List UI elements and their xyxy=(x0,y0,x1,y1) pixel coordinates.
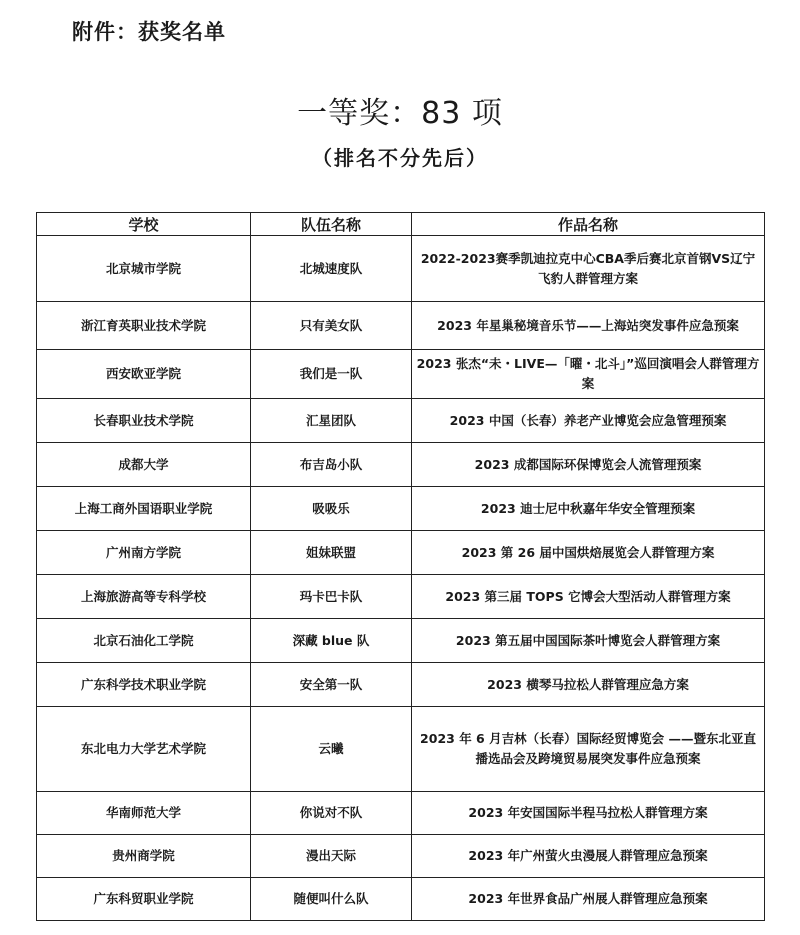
school-cell: 北京石油化工学院 xyxy=(37,619,251,663)
table-row xyxy=(37,575,765,619)
team-cell: 云曦 xyxy=(251,707,412,792)
column-header-team: 队伍名称 xyxy=(251,213,412,236)
school-cell: 成都大学 xyxy=(37,443,251,487)
award-title xyxy=(0,88,800,132)
table-header-row xyxy=(37,213,765,236)
school-cell: 上海旅游高等专科学校 xyxy=(37,575,251,619)
school-cell: 浙江育英职业技术学院 xyxy=(37,302,251,350)
team-cell: 你说对不队 xyxy=(251,792,412,835)
team-cell: 我们是一队 xyxy=(251,350,412,399)
work-cell: 2023 年世界食品广州展人群管理应急预案 xyxy=(412,878,765,921)
work-cell: 2023 中国（长春）养老产业博览会应急管理预案 xyxy=(412,399,765,443)
award-count: 83 xyxy=(421,96,462,131)
column-header-school: 学校 xyxy=(37,213,251,236)
team-cell: 姐妹联盟 xyxy=(251,531,412,575)
school-cell: 长春职业技术学院 xyxy=(37,399,251,443)
work-cell: 2023 第三届 TOPS 它博会大型活动人群管理方案 xyxy=(412,575,765,619)
work-cell: 2022-2023赛季凯迪拉克中心CBA季后赛北京首钢VS辽宁飞豹人群管理方案 xyxy=(412,236,765,302)
column-header-work: 作品名称 xyxy=(412,213,765,236)
table-row xyxy=(37,792,765,835)
work-cell: 2023 年星巢秘境音乐节——上海站突发事件应急预案 xyxy=(412,302,765,350)
work-cell: 2023 张杰“未・LIVE—「曜・北斗」”巡回演唱会人群管理方案 xyxy=(412,350,765,399)
table-row xyxy=(37,443,765,487)
school-cell: 贵州商学院 xyxy=(37,835,251,878)
school-cell: 西安欧亚学院 xyxy=(37,350,251,399)
attachment-label: 附件：获奖名单 xyxy=(72,20,226,44)
school-cell: 北京城市学院 xyxy=(37,236,251,302)
award-note: （排名不分先后） xyxy=(312,146,488,170)
table-row xyxy=(37,619,765,663)
table-row xyxy=(37,835,765,878)
award-table xyxy=(36,212,765,921)
school-cell: 华南师范大学 xyxy=(37,792,251,835)
team-cell: 随便叫什么队 xyxy=(251,878,412,921)
team-cell: 只有美女队 xyxy=(251,302,412,350)
work-cell: 2023 年广州萤火虫漫展人群管理应急预案 xyxy=(412,835,765,878)
table-row xyxy=(37,487,765,531)
work-cell: 2023 第 26 届中国烘焙展览会人群管理方案 xyxy=(412,531,765,575)
award-title-suffix: 项 xyxy=(461,96,503,131)
school-cell: 广东科贸职业学院 xyxy=(37,878,251,921)
school-cell: 广州南方学院 xyxy=(37,531,251,575)
team-cell: 汇星团队 xyxy=(251,399,412,443)
work-cell: 2023 横琴马拉松人群管理应急方案 xyxy=(412,663,765,707)
team-cell: 吸吸乐 xyxy=(251,487,412,531)
team-cell: 北城速度队 xyxy=(251,236,412,302)
team-cell: 安全第一队 xyxy=(251,663,412,707)
work-cell: 2023 年安国国际半程马拉松人群管理方案 xyxy=(412,792,765,835)
work-cell: 2023 年 6 月吉林（长春）国际经贸博览会 ——暨东北亚直播选品会及跨境贸易展突发事件应急预案 xyxy=(412,707,765,792)
team-cell: 漫出天际 xyxy=(251,835,412,878)
team-cell: 深藏 blue 队 xyxy=(251,619,412,663)
team-cell: 布吉岛小队 xyxy=(251,443,412,487)
table-row xyxy=(37,663,765,707)
team-cell: 玛卡巴卡队 xyxy=(251,575,412,619)
school-cell: 上海工商外国语职业学院 xyxy=(37,487,251,531)
table-row xyxy=(37,302,765,350)
school-cell: 广东科学技术职业学院 xyxy=(37,663,251,707)
table-row xyxy=(37,878,765,921)
table-row xyxy=(37,531,765,575)
table-row xyxy=(37,399,765,443)
table-row xyxy=(37,350,765,399)
table-row xyxy=(37,707,765,792)
work-cell: 2023 迪士尼中秋嘉年华安全管理预案 xyxy=(412,487,765,531)
work-cell: 2023 成都国际环保博览会人流管理预案 xyxy=(412,443,765,487)
table-row xyxy=(37,236,765,302)
school-cell: 东北电力大学艺术学院 xyxy=(37,707,251,792)
award-title-prefix: 一等奖： xyxy=(297,96,422,131)
work-cell: 2023 第五届中国国际茶叶博览会人群管理方案 xyxy=(412,619,765,663)
